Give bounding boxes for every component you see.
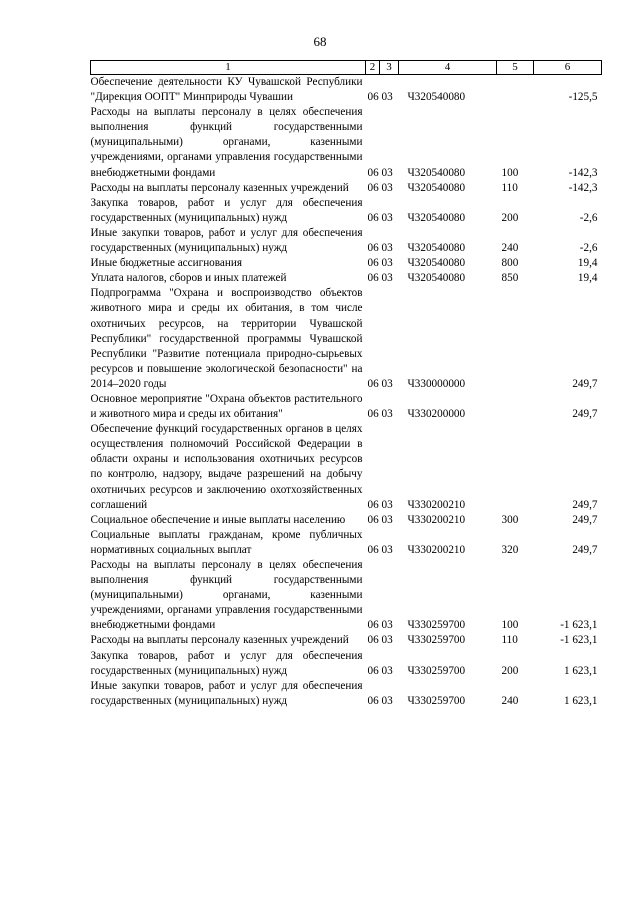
row-target-article: Ч320540080 (407, 257, 466, 270)
table-row (91, 528, 602, 558)
table-row (91, 679, 602, 709)
row-amount: 249,7 (572, 543, 598, 556)
row-description: Иные бюджетные ассигнования (90, 257, 242, 270)
header-col-4: 4 (399, 61, 497, 75)
row-target-article: Ч330200210 (407, 513, 466, 526)
row-amount: -2,6 (579, 242, 598, 255)
header-col-3: 3 (380, 61, 399, 75)
table-header (91, 61, 602, 75)
table-row (91, 649, 602, 679)
row-section: 06 (367, 543, 379, 556)
header-col-1: 1 (91, 61, 366, 75)
row-expense-type: 110 (501, 181, 518, 194)
row-amount: 19,4 (577, 272, 598, 285)
row-description: Социальные выплаты гражданам, кроме публичных нормативных социальных выплат (90, 528, 363, 556)
table-row (91, 422, 602, 513)
row-target-article: Ч320540080 (407, 166, 466, 179)
row-section: 06 (367, 377, 379, 390)
row-expense-type (497, 422, 534, 513)
row-section: 06 (367, 634, 379, 647)
row-section: 06 (367, 181, 379, 194)
row-description: Закупка товаров, работ и услуг для обеспечения государственных (муниципальных) нужд (90, 196, 363, 224)
row-amount: 249,7 (572, 498, 598, 511)
row-subsection: 03 (381, 91, 393, 104)
row-section: 06 (367, 498, 379, 511)
row-subsection: 03 (381, 181, 393, 194)
row-subsection: 03 (381, 257, 393, 270)
row-section: 06 (367, 91, 379, 104)
row-section: 06 (367, 272, 379, 285)
page-number: 68 (313, 34, 327, 49)
row-section: 06 (367, 211, 379, 224)
table-row (91, 286, 602, 392)
row-target-article: Ч330259700 (407, 664, 466, 677)
row-amount: -1 623,1 (560, 634, 598, 647)
row-amount: 249,7 (572, 377, 598, 390)
row-amount: -142,3 (568, 181, 598, 194)
row-amount: 1 623,1 (563, 694, 598, 707)
row-subsection: 03 (381, 634, 393, 647)
row-description: Уплата налогов, сборов и иных платежей (90, 272, 287, 285)
row-description: Подпрограмма "Охрана и воспроизводство объектов животного мира и среды их обитания, в том числе охотничьих ресурсов, на территории Чувашской Республики" государственной программы Чувашской Республики "Развитие потенциала природно-сырьевых ресурсов и повышение экологической безопасности" на 2014–2020 годы (90, 287, 363, 390)
table-row (91, 558, 602, 633)
row-description: Расходы на выплаты персоналу в целях обеспечения выполнения функций государственными (муниципальными) органами, казенными учреждениями, органами управления государственными внебюджетными фондами (90, 559, 363, 632)
row-subsection: 03 (381, 408, 393, 421)
row-target-article: Ч330200210 (407, 498, 466, 511)
row-target-article: Ч320540080 (407, 272, 466, 285)
row-subsection: 03 (381, 543, 393, 556)
row-amount: 249,7 (572, 513, 598, 526)
row-target-article: Ч320540080 (407, 211, 466, 224)
row-section: 06 (367, 513, 379, 526)
row-section: 06 (367, 257, 379, 270)
table-row (91, 392, 602, 422)
table-row (91, 256, 602, 271)
row-subsection: 03 (381, 272, 393, 285)
budget-table (90, 60, 602, 709)
row-description: Обеспечение функций государственных органов в целях осуществления полномочий Российской Федерации в области охраны и использования охотничьих ресурсов по контролю, надзору, выдаче разрешений на добычу охотничьих ресурсов и заключению охотхозяйственных соглашений (90, 423, 363, 511)
table-row (91, 105, 602, 180)
header-col-6: 6 (534, 61, 602, 75)
row-target-article: Ч330000000 (407, 377, 466, 390)
row-section: 06 (367, 242, 379, 255)
table-row (91, 75, 602, 106)
row-description: Основное мероприятие "Охрана объектов растительного и животного мира и среды их обитания" (90, 392, 363, 421)
row-target-article: Ч330259700 (407, 694, 466, 707)
table-row (91, 226, 602, 256)
row-subsection: 03 (381, 694, 393, 707)
row-amount: 249,7 (572, 408, 598, 421)
row-expense-type: 300 (501, 513, 519, 526)
row-subsection: 03 (381, 498, 393, 511)
row-target-article: Ч330200000 (407, 408, 466, 421)
row-section: 06 (367, 408, 379, 421)
row-section: 06 (367, 166, 379, 179)
row-amount: 19,4 (577, 257, 598, 270)
row-target-article: Ч320540080 (407, 91, 466, 104)
row-subsection: 03 (381, 377, 393, 390)
row-subsection: 03 (381, 242, 393, 255)
header-row (91, 61, 602, 75)
row-expense-type (497, 392, 534, 422)
row-description: Закупка товаров, работ и услуг для обеспечения государственных (муниципальных) нужд (90, 649, 363, 677)
row-target-article: Ч320540080 (407, 242, 466, 255)
table-row (91, 633, 602, 648)
header-col-2: 2 (366, 61, 380, 75)
table-row (91, 271, 602, 286)
row-expense-type: 240 (501, 242, 519, 255)
row-subsection: 03 (381, 513, 393, 526)
row-expense-type (497, 286, 534, 392)
row-expense-type (497, 75, 534, 106)
row-section: 06 (367, 694, 379, 707)
row-section: 06 (367, 664, 379, 677)
row-description: Расходы на выплаты персоналу в целях обеспечения выполнения функций государственными (муниципальными) органами, казенными учреждениями, органами управления государственными внебюджетными фондами (90, 106, 363, 179)
row-subsection: 03 (381, 619, 393, 632)
row-expense-type: 200 (501, 664, 519, 677)
row-target-article: Ч330200210 (407, 543, 466, 556)
row-subsection: 03 (381, 664, 393, 677)
row-amount: -1 623,1 (560, 619, 598, 632)
row-expense-type: 100 (501, 166, 519, 179)
row-expense-type: 110 (501, 634, 518, 647)
row-expense-type: 320 (501, 543, 519, 556)
row-target-article: Ч330259700 (407, 619, 466, 632)
row-amount: -2,6 (579, 211, 598, 224)
row-description: Обеспечение деятельности КУ Чувашской Республики "Дирекция ООПТ" Минприроды Чувашии (90, 76, 363, 104)
row-target-article: Ч320540080 (407, 181, 466, 194)
table-body (91, 75, 602, 709)
row-target-article: Ч330259700 (407, 634, 466, 647)
row-amount: -125,5 (568, 91, 598, 104)
row-description: Иные закупки товаров, работ и услуг для обеспечения государственных (муниципальных) нужд (90, 226, 363, 255)
row-subsection: 03 (381, 166, 393, 179)
row-expense-type: 850 (501, 272, 519, 285)
row-description: Иные закупки товаров, работ и услуг для обеспечения государственных (муниципальных) нужд (90, 679, 363, 707)
row-amount: -142,3 (568, 166, 598, 179)
row-subsection: 03 (381, 211, 393, 224)
row-section: 06 (367, 619, 379, 632)
header-col-5: 5 (497, 61, 534, 75)
row-expense-type: 200 (501, 211, 519, 224)
row-description: Социальное обеспечение и иные выплаты населению (90, 513, 346, 526)
row-expense-type: 800 (501, 257, 519, 270)
table-row (91, 196, 602, 226)
table-row (91, 513, 602, 528)
row-expense-type: 240 (501, 694, 519, 707)
row-description: Расходы на выплаты персоналу казенных учреждений (90, 634, 349, 647)
table-row (91, 181, 602, 196)
row-description: Расходы на выплаты персоналу казенных учреждений (90, 181, 349, 194)
row-expense-type: 100 (501, 619, 519, 632)
row-amount: 1 623,1 (563, 664, 598, 677)
